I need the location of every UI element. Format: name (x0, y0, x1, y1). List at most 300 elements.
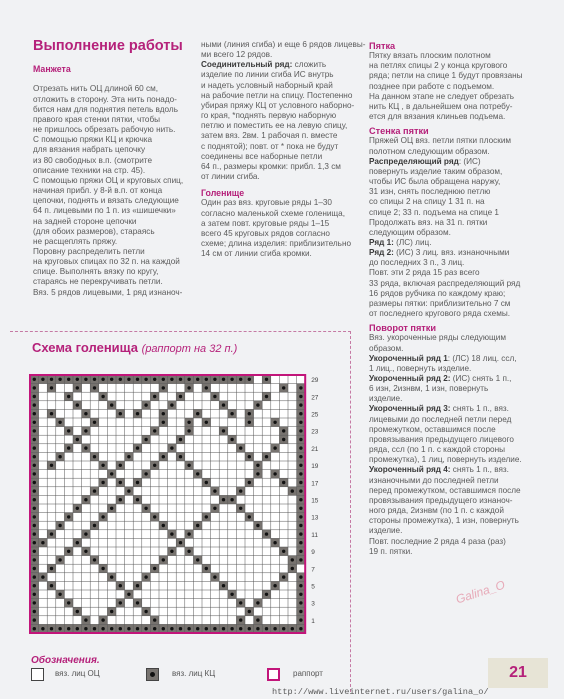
chart-cell-dot (222, 627, 225, 630)
chart-cell-dot (213, 489, 216, 492)
short-row-4 (369, 465, 523, 475)
chart-cell-dot (187, 378, 190, 381)
cuff-text-line: стараясь не перекручивать петли. (33, 277, 163, 287)
chart-row-number: 19 (311, 463, 319, 471)
chart-cell-dot (256, 403, 259, 406)
chart-cell-dot (101, 515, 104, 518)
cuff-text-line: 64 п. лицевыми по 1 п. из «шишечки» (33, 206, 176, 216)
chart-cell-dot (93, 421, 96, 424)
text-line: убирая пряжу КЦ от условного наборно- (201, 100, 355, 110)
legend-repeat-square-icon (267, 668, 280, 681)
chart-cell-dot (127, 455, 130, 458)
chart-cell-dot (93, 378, 96, 381)
chart-row-number: 27 (311, 394, 319, 402)
chart-cell-dot (84, 446, 87, 449)
chart-cell-dot (299, 446, 302, 449)
chart-cell-dot (127, 378, 130, 381)
row-text: : (ЛС) 18 лиц. ссл, (447, 353, 517, 363)
chart-cell-dot (136, 601, 139, 604)
short-row-3 (369, 404, 523, 414)
chart-cell-dot (41, 575, 44, 578)
chart-cell-dot (93, 524, 96, 527)
chart-cell-dot (256, 472, 259, 475)
chart-cell-dot (58, 421, 61, 424)
chart-cell-dot (230, 378, 233, 381)
cuff-text-line: на задней стороне цепочки (33, 216, 137, 226)
leg-text-line: а затем повт. круговые ряды 1–15 (201, 218, 330, 228)
chart-cell-dot (93, 558, 96, 561)
text-line: Продолжать вяз. на 31 п. пятки (369, 217, 488, 227)
chart-row-number: 25 (311, 411, 319, 419)
text-line: 33 ряда, включая распределяющий ряд (369, 278, 521, 288)
chart-cell-dot (282, 386, 285, 389)
chart-row-number: 3 (311, 600, 315, 608)
chart-cell-dot (84, 429, 87, 432)
text-line: и надеть условный наборный край (201, 80, 333, 90)
chart-cell-dot (230, 627, 233, 630)
chart-cell-dot (101, 627, 104, 630)
heel-text-line: позднее при работе с подъемом. (369, 81, 495, 91)
chart-cell-dot (291, 489, 294, 492)
chart-cell-dot (144, 507, 147, 510)
chart-cell-dot (299, 593, 302, 596)
chart-cell-dot (119, 378, 122, 381)
chart-subtitle: (раппорт на 32 п.) (141, 343, 238, 355)
chart-cell-dot (67, 446, 70, 449)
text-line: с поднятой); повт. от * пока не будут (201, 141, 339, 151)
chart-cell-dot (33, 584, 36, 587)
chart-cell-dot (136, 378, 139, 381)
chart-cell-dot (205, 378, 208, 381)
chart-cell-dot (248, 515, 251, 518)
cuff-text-line: отложить в сторону. Эта нить понадо- (33, 94, 177, 104)
chart-cell-dot (119, 601, 122, 604)
text-line: соединены все наборные петли (201, 151, 323, 161)
chart-cell-dot (33, 395, 36, 398)
leg-text-line: Один раз вяз. круговые ряды 1–30 (201, 198, 332, 208)
legend-label-knit-main: вяз. лиц ОЦ (55, 669, 100, 678)
chart-cell-dot (222, 498, 225, 501)
text-line: провязывания предыдущего изнаноч- (369, 495, 513, 505)
text-line: ми всего 12 рядов. (201, 50, 273, 60)
chart-cell-dot (179, 627, 182, 630)
chart-cell-dot (67, 550, 70, 553)
chart-cell-dot (205, 567, 208, 570)
text-line: от последнего кругового ряда схемы. (369, 309, 510, 319)
cuff-text-line: начиная прибл. у 8-й в.п. от конца (33, 186, 163, 196)
cuff-text-line: С помощью пряжи ОЦ и круговых спиц, (33, 175, 184, 185)
chart-cell-dot (50, 412, 53, 415)
chart-cell-dot (213, 575, 216, 578)
chart-cell-dot (110, 403, 113, 406)
chart-cell-dot (196, 378, 199, 381)
chart-cell-dot (299, 524, 302, 527)
chart-cell-dot (110, 610, 113, 613)
cuff-text-line: Вяз. 5 рядов лицевыми, 1 ряд изнаноч- (33, 287, 183, 297)
chart-cell-dot (170, 550, 173, 553)
legend-knit-square-icon (31, 668, 44, 681)
chart-cell-dot (299, 618, 302, 621)
chart-cell-dot (93, 489, 96, 492)
chart-cell-dot (239, 446, 242, 449)
chart-cell-dot (33, 498, 36, 501)
text-line: повернуть изделие таким образом, (369, 166, 503, 176)
row-text: : (ИС) (458, 156, 481, 166)
chart-cell-dot (33, 627, 36, 630)
chart-cell-dot (58, 524, 61, 527)
chart-cell-dot (291, 567, 294, 570)
chart-row-number: 5 (311, 583, 315, 591)
chart-cell-dot (282, 627, 285, 630)
chart-cell-dot (144, 627, 147, 630)
chart-cell-dot (84, 378, 87, 381)
heading-leg: Голенище (201, 188, 245, 199)
text-line: 19 п. пятки. (369, 546, 413, 556)
cuff-text-line: для вязания набрать цепочку (33, 145, 146, 155)
chart-cell-dot (58, 558, 61, 561)
chart-cell-dot (33, 412, 36, 415)
chart-cell-dot (299, 421, 302, 424)
chart-cell-dot (239, 618, 242, 621)
chart-cell-dot (33, 541, 36, 544)
chart-cell-dot (153, 618, 156, 621)
chart-cell-dot (299, 395, 302, 398)
chart-cell-dot (119, 481, 122, 484)
chart-cell-dot (50, 464, 53, 467)
chart-cell-dot (265, 593, 268, 596)
chart-cell-dot (187, 429, 190, 432)
chart-cell-dot (33, 464, 36, 467)
chart-cell-dot (187, 464, 190, 467)
row-2 (369, 248, 523, 258)
chart-cell-dot (230, 412, 233, 415)
heel-text-line: Пятку вязать плоским полотном (369, 51, 491, 61)
chart-cell-dot (58, 455, 61, 458)
chart-cell-dot (153, 515, 156, 518)
chart-cell-dot (136, 498, 139, 501)
text-line: затем вяз. 2вм. 1 рабочая п. вместе (201, 131, 338, 141)
short-row-1 (369, 354, 523, 364)
cuff-text-line: бится нам для поднятия петель вдоль (33, 104, 178, 114)
chart-cell-dot (299, 472, 302, 475)
chart-cell-dot (33, 438, 36, 441)
chart-cell-dot (50, 386, 53, 389)
chart-cell-dot (196, 627, 199, 630)
turn-text-line: Вяз. укороченные ряды следующим (369, 333, 506, 343)
chart-cell-dot (67, 429, 70, 432)
chart-row-number: 15 (311, 497, 319, 505)
chart-cell-dot (41, 541, 44, 544)
text-line: Повт. последние 2 ряда 4 раза (раз) (369, 536, 506, 546)
chart-cell-dot (144, 403, 147, 406)
chart-cell-dot (299, 575, 302, 578)
chart-cell-dot (33, 455, 36, 458)
chart-cell-dot (213, 395, 216, 398)
chart-cell-dot (196, 524, 199, 527)
chart-cell-dot (299, 550, 302, 553)
chart-cell-dot (170, 403, 173, 406)
text-line: чтобы ИС была обращена наружу, (369, 177, 501, 187)
chart-cell-dot (265, 395, 268, 398)
chart-cell-dot (179, 438, 182, 441)
chart-cell-dot (282, 550, 285, 553)
chart-cell-dot (256, 627, 259, 630)
chart-cell-dot (127, 627, 130, 630)
text-line: 31 изн, снять последнюю петлю (369, 187, 491, 197)
chart-cell-dot (76, 541, 79, 544)
text-line: от линии сгиба. (201, 172, 260, 182)
row-label: Укороченный ряд 2: (369, 374, 451, 383)
chart-cell-dot (33, 481, 36, 484)
chart-cell-dot (187, 386, 190, 389)
chart-cell-dot (153, 378, 156, 381)
heading-heel: Пятка (369, 41, 396, 51)
chart-cell-dot (67, 515, 70, 518)
chart-cell-dot (170, 532, 173, 535)
chart-cell-dot (136, 446, 139, 449)
legend-label-knit-contrast: вяз. лиц КЦ (172, 669, 216, 678)
chart-cell-dot (76, 378, 79, 381)
chart-cell-dot (170, 446, 173, 449)
chart-cell-dot (76, 507, 79, 510)
chart-cell-dot (33, 446, 36, 449)
chart-cell-dot (33, 567, 36, 570)
chart-cell-dot (299, 515, 302, 518)
chart-cell-dot (119, 627, 122, 630)
row-text: (ИС) 3 лиц. вяз. изнаночными (393, 248, 510, 258)
column-2-text (201, 40, 366, 259)
chart-cell-dot (33, 378, 36, 381)
text-line: изделие. (369, 394, 403, 404)
chart-cell-dot (273, 541, 276, 544)
chart-cell-dot (50, 627, 53, 630)
text-line: 6 изн, 2изнвм, 1 изн, повернуть (369, 384, 489, 394)
chart-cell-dot (110, 378, 113, 381)
legend-dark-square-icon (146, 668, 159, 681)
leg-text-line: 14 см от линии сгиба кромки. (201, 249, 312, 259)
chart-row-number: 7 (311, 566, 315, 574)
chart-cell-dot (101, 567, 104, 570)
chart-cell-dot (144, 610, 147, 613)
chart-cell-dot (179, 455, 182, 458)
chart-cell-dot (291, 627, 294, 630)
chart-cell-dot (205, 386, 208, 389)
chart-cell-dot (230, 593, 233, 596)
cuff-text-line: описание техники на стр. 45). (33, 165, 146, 175)
chart-cell-dot (101, 618, 104, 621)
chart-cell-dot (299, 403, 302, 406)
text-line: изделие по линии сгиба ИС внутрь (201, 70, 334, 80)
chart-cell-dot (239, 378, 242, 381)
chart-cell-dot (222, 378, 225, 381)
text-line: до последних 3 п., 3 лиц. (369, 258, 465, 268)
cuff-text-line: цепочки, поднять и вязать следующие (33, 196, 179, 206)
text-line: провязывания предыдущего лицевого (369, 434, 514, 444)
text-line: изнаночными до последней петли (369, 475, 499, 485)
chart-row-number: 29 (311, 377, 319, 385)
chart-row-number: 23 (311, 428, 319, 436)
wall-text-line: полотном следующим образом. (369, 146, 490, 156)
chart-cell-dot (248, 412, 251, 415)
chart-cell-dot (84, 618, 87, 621)
chart-cell-dot (265, 455, 268, 458)
chart-cell-dot (196, 558, 199, 561)
chart-cell-dot (136, 584, 139, 587)
chart-cell-dot (291, 558, 294, 561)
chart-cell-dot (33, 610, 36, 613)
chart-cell-dot (239, 601, 242, 604)
chart-cell-dot (299, 507, 302, 510)
chart-cell-dot (213, 627, 216, 630)
cuff-text-line: спице. Выполнять вязку по кругу, (33, 267, 159, 277)
chart-row-number: 13 (311, 514, 319, 522)
chart-cell-dot (50, 532, 53, 535)
row-text: сложить (292, 60, 327, 70)
chart-cell-dot (299, 386, 302, 389)
heel-text-line: нить КЦ , в дальнейшем она потребу- (369, 101, 513, 111)
chart-cell-dot (119, 584, 122, 587)
chart-cell-dot (230, 498, 233, 501)
chart-cell-dot (222, 403, 225, 406)
watermark: Galina_O (454, 577, 507, 607)
chart-cell-dot (33, 593, 36, 596)
cuff-text-line: правого края стенки пятки, чтобы (33, 114, 161, 124)
chart-cell-dot (41, 378, 44, 381)
main-title: Выполнение работы (33, 38, 183, 54)
chart-cell-dot (273, 472, 276, 475)
chart-cell-dot (239, 627, 242, 630)
column-1-text (33, 54, 183, 298)
leg-text-line: согласно маленькой схеме голенища, (201, 208, 345, 218)
text-line: ряда, ссл (по 1 п. с каждой стороны (369, 445, 505, 455)
row-text: (ЛС) лиц. (393, 237, 432, 247)
row-label: Ряд 2: (369, 248, 394, 258)
chart-cell-dot (205, 515, 208, 518)
chart-cell-dot (33, 550, 36, 553)
chart-cell-dot (230, 438, 233, 441)
chart-cell-dot (299, 455, 302, 458)
chart-cell-dot (299, 481, 302, 484)
chart-cell-dot (127, 489, 130, 492)
row-label: Распределяющий ряд (369, 156, 459, 166)
text-line: Повт. эти 2 ряда 15 раз всего (369, 268, 480, 278)
chart-cell-dot (273, 627, 276, 630)
chart-cell-dot (299, 584, 302, 587)
text-line: 16 рядов рубчика по каждому краю; (369, 288, 506, 298)
chart-cell-dot (205, 481, 208, 484)
cuff-text-line: не расщеплять пряжу. (33, 236, 118, 246)
chart-cell-dot (153, 627, 156, 630)
text-line: спице 2; 33 п. подъема на спице 1 (369, 207, 499, 217)
chart-row-number: 1 (311, 617, 315, 625)
chart-cell-dot (299, 627, 302, 630)
chart-cell-dot (248, 481, 251, 484)
chart-cell-dot (299, 489, 302, 492)
chart-title (32, 340, 237, 355)
chart-cell-dot (33, 618, 36, 621)
row-1 (369, 238, 523, 248)
chart-cell-dot (265, 532, 268, 535)
chart-cell-dot (153, 567, 156, 570)
chart-row-number: 21 (311, 445, 319, 453)
chart-cell-dot (76, 610, 79, 613)
chart-cell-dot (222, 584, 225, 587)
chart-cell-dot (33, 386, 36, 389)
chart-cell-dot (110, 575, 113, 578)
chart-cell-dot (33, 403, 36, 406)
chart-cell-dot (33, 472, 36, 475)
chart-cell-dot (76, 438, 79, 441)
chart-cell-dot (33, 524, 36, 527)
chart-cell-dot (248, 421, 251, 424)
row-text: снять 1 п., вяз. (450, 404, 509, 414)
text-line: размеры пятки: приблизительно 7 см (369, 298, 511, 308)
chart-cell-dot (299, 438, 302, 441)
chart-cell-dot (299, 429, 302, 432)
chart-cell-dot (144, 575, 147, 578)
text-line: ного ряда, 2изнвм (по 1 п. с каждой (369, 506, 504, 516)
chart-cell-dot (67, 395, 70, 398)
chart-cell-dot (179, 378, 182, 381)
chart-cell-dot (84, 498, 87, 501)
chart-cell-dot (179, 395, 182, 398)
chart-cell-dot (110, 627, 113, 630)
turn-text-line: образом. (369, 343, 404, 353)
leg-text-line: схеме; длина изделия: приблизительно (201, 238, 352, 248)
chart-cell-dot (93, 627, 96, 630)
chart-cell-dot (273, 421, 276, 424)
chart-cell-dot (33, 601, 36, 604)
chart-cell-dot (84, 627, 87, 630)
chart-cell-dot (93, 455, 96, 458)
chart-cell-dot (256, 464, 259, 467)
chart-title-text: Схема голенища (32, 340, 139, 355)
chart-cell-dot (256, 618, 259, 621)
chart-cell-dot (162, 455, 165, 458)
chart-cell-dot (76, 386, 79, 389)
heading-cuff: Манжета (33, 64, 71, 75)
chart-cell-dot (205, 421, 208, 424)
chart-cell-dot (299, 558, 302, 561)
chart-cell-dot (187, 550, 190, 553)
chart-cell-dot (153, 429, 156, 432)
cuff-text-line: (для обоих размеров), стараясь (33, 226, 155, 236)
cuff-text-line: С помощью пряжи КЦ и крючка (33, 135, 153, 145)
cuff-text-line: из 80 свободных в.п. (смотрите (33, 155, 153, 165)
chart-cell-dot (265, 627, 268, 630)
chart-cell-dot (256, 601, 259, 604)
chart-cell-dot (58, 593, 61, 596)
text-line: изделие. (369, 526, 403, 536)
text-line: 1 лиц., повернуть изделие. (369, 363, 472, 373)
chart-cell-dot (110, 507, 113, 510)
chart-cell-dot (33, 429, 36, 432)
column-3-text (369, 41, 523, 557)
chart-cell-dot (213, 378, 216, 381)
chart-cell-dot (136, 627, 139, 630)
chart-cell-dot (299, 541, 302, 544)
chart-cell-dot (76, 403, 79, 406)
chart-cell-dot (101, 481, 104, 484)
chart-cell-dot (101, 464, 104, 467)
text-line: перед промежутком, оставшимся после (369, 485, 521, 495)
chart-cell-dot (179, 541, 182, 544)
legend-title: Обозначения. (31, 655, 100, 666)
chart-cell-dot (127, 593, 130, 596)
chart-cell-dot (299, 464, 302, 467)
row-label: Ряд 1: (369, 237, 394, 247)
chart-cell-dot (248, 627, 251, 630)
